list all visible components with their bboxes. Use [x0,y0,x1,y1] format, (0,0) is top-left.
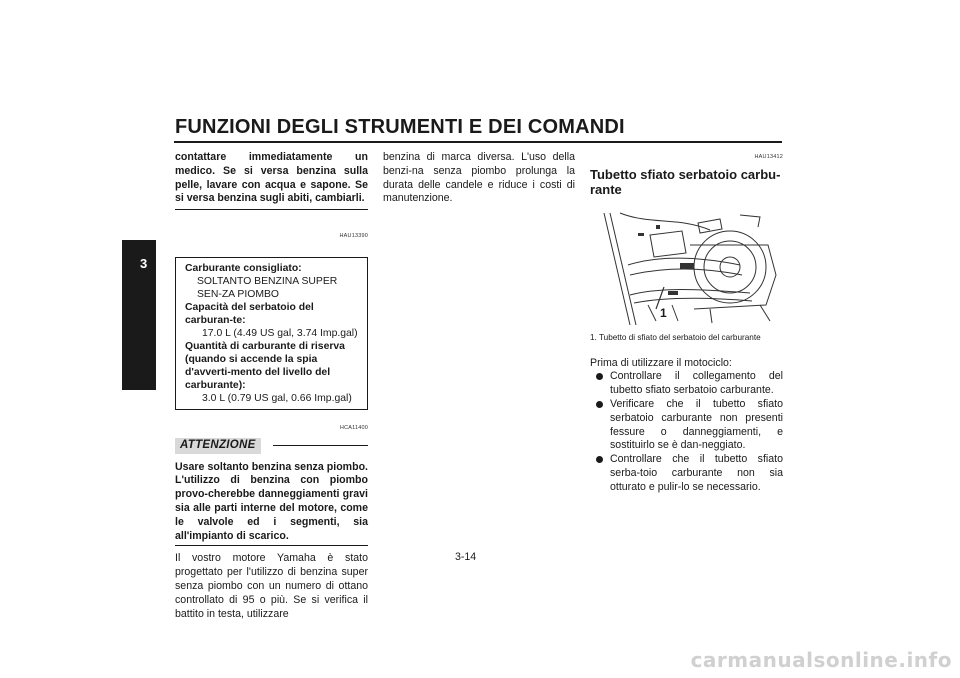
attention-label: ATTENZIONE [175,438,261,454]
checklist-item-text: Verificare che il tubetto sfiato serbatoio carburante non presenti fessure o danneggiamenti, e sostituirlo se è dan-neggiato. [610,397,783,452]
engine-illustration [590,205,783,325]
recommended-fuel-label: Carburante consigliato: [185,262,302,274]
figure-illustration [590,205,783,325]
checklist-item-text: Controllare il collegamento del tubetto sfiato serbatoio carburante. [610,370,783,397]
attention-end-rule [175,545,368,546]
right-column [590,151,783,495]
page-number: 3-14 [455,551,477,563]
octane-body-text: Il vostro motore Yamaha è stato progettato per l'utilizzo di benzina super senza piombo con un numero di ottano controllato di 95 o più. Se si verifica il battito in testa, utilizzare [175,552,368,620]
checklist-item [590,370,783,398]
tank-capacity-value: 17.0 L (4.49 US gal, 3.74 Imp.gal) [202,327,358,339]
attention-text: Usare soltanto benzina senza piombo. L'utilizzo di benzina con piombo provo-cherebbe danneggiamenti gravi sia alle parti interne del motore, come le valvole ed i segmenti, sia all'impianto di scarico. [175,460,368,542]
fuel-spec-box [175,257,368,410]
ref-code-fuel: HAU13390 [339,233,368,240]
left-column [175,151,368,621]
section-title: Tubetto sfiato serbatoio carbu-rante [590,166,781,197]
title-rule [174,141,782,143]
middle-column [383,151,575,206]
chapter-tab-number: 3 [140,256,148,271]
bullet-dot [596,373,603,380]
warning-end-rule [175,209,368,210]
warning-tail-text: contattare immediatamente un medico. Se si versa benzina sulla pelle, lavare con acqua e sapone. Se si versa benzina sugli abiti, cambiarli. [175,151,368,205]
unleaded-body-text: benzina di marca diversa. L'uso della benzi-na senza piombo prolunga la durata delle candele e riduce i costi di manutenzione. [383,151,575,205]
figure-caption: 1. Tubetto di sfiato del serbatoio del carburante [590,332,761,342]
page-title: FUNZIONI DEGLI STRUMENTI E DEI COMANDI [175,116,625,138]
intro-text: Prima di utilizzare il motociclo: [590,356,732,369]
chapter-tab [122,240,156,390]
ref-code-breather: HAU13412 [754,154,783,160]
figure-callout-number: 1 [660,305,667,320]
reserve-amount-value: 3.0 L (0.79 US gal, 0.66 Imp.gal) [202,392,352,404]
checklist-item [590,453,783,494]
ref-code-attention: HCA11400 [339,424,368,431]
bullet-dot [596,401,603,408]
bullet-dot [596,456,603,463]
checklist-item-text: Controllare che il tubetto sfiato serba-toio carburante non sia otturato e pulir-lo se necessario. [610,453,783,493]
attention-rule [273,445,368,446]
reserve-amount-label: Quantità di carburante di riserva (quando si accende la spia d'avverti-mento del livello del carburante): [185,340,345,391]
checklist-item [590,398,783,453]
checklist [590,370,783,494]
tank-capacity-label: Capacità del serbatoio del carburan-te: [185,301,314,326]
watermark: carmanualsonline.info [690,648,952,672]
attention-header [175,438,368,454]
recommended-fuel-value: SOLTANTO BENZINA SUPER SEN-ZA PIOMBO [197,275,338,300]
